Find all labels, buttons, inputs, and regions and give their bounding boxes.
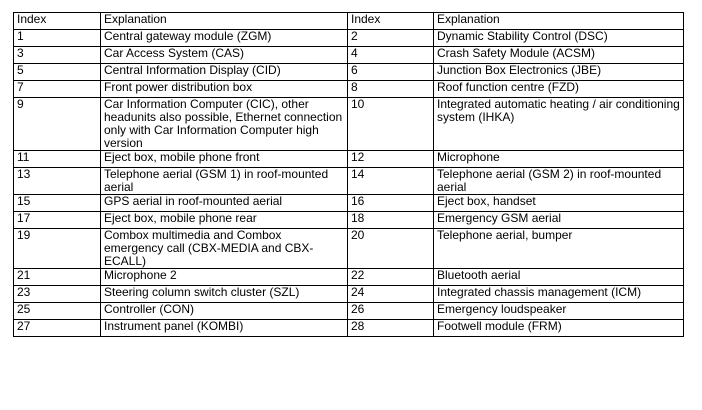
table-row bbox=[14, 286, 684, 303]
explanation-cell: Footwell module (FRM) bbox=[434, 320, 684, 337]
header-index-1: Index bbox=[14, 13, 101, 30]
index-cell: 6 bbox=[348, 64, 434, 81]
explanation-cell: Microphone 2 bbox=[101, 269, 348, 286]
index-cell: 8 bbox=[348, 81, 434, 98]
explanation-cell: Car Access System (CAS) bbox=[101, 47, 348, 64]
table-header-row bbox=[14, 13, 684, 30]
explanation-cell: Microphone bbox=[434, 151, 684, 168]
table-row bbox=[14, 229, 684, 269]
explanation-cell: Roof function centre (FZD) bbox=[434, 81, 684, 98]
explanation-cell: Combox multimedia and Combox emergency call (CBX-MEDIA and CBX-ECALL) bbox=[101, 229, 348, 269]
table-row bbox=[14, 98, 684, 151]
index-cell: 17 bbox=[14, 212, 101, 229]
table-row bbox=[14, 303, 684, 320]
index-cell: 21 bbox=[14, 269, 101, 286]
explanation-cell: Bluetooth aerial bbox=[434, 269, 684, 286]
index-cell: 9 bbox=[14, 98, 101, 151]
header-index-2: Index bbox=[348, 13, 434, 30]
index-cell: 14 bbox=[348, 168, 434, 195]
table-row bbox=[14, 269, 684, 286]
index-cell: 26 bbox=[348, 303, 434, 320]
explanation-cell: Integrated chassis management (ICM) bbox=[434, 286, 684, 303]
explanation-cell: Central gateway module (ZGM) bbox=[101, 30, 348, 47]
explanation-cell: Telephone aerial (GSM 2) in roof-mounted aerial bbox=[434, 168, 684, 195]
header-explanation-1: Explanation bbox=[101, 13, 348, 30]
explanation-cell: Integrated automatic heating / air conditioning system (IHKA) bbox=[434, 98, 684, 151]
index-cell: 15 bbox=[14, 195, 101, 212]
explanation-cell: Junction Box Electronics (JBE) bbox=[434, 64, 684, 81]
index-cell: 2 bbox=[348, 30, 434, 47]
explanation-cell: Eject box, handset bbox=[434, 195, 684, 212]
explanation-cell: Eject box, mobile phone rear bbox=[101, 212, 348, 229]
index-cell: 24 bbox=[348, 286, 434, 303]
explanation-cell: Car Information Computer (CIC), other headunits also possible, Ethernet connection only with Car Information Computer high version bbox=[101, 98, 348, 151]
explanation-cell: Steering column switch cluster (SZL) bbox=[101, 286, 348, 303]
index-cell: 12 bbox=[348, 151, 434, 168]
index-cell: 22 bbox=[348, 269, 434, 286]
index-cell: 19 bbox=[14, 229, 101, 269]
explanation-cell: Emergency loudspeaker bbox=[434, 303, 684, 320]
index-cell: 28 bbox=[348, 320, 434, 337]
table-row bbox=[14, 30, 684, 47]
index-cell: 5 bbox=[14, 64, 101, 81]
index-cell: 1 bbox=[14, 30, 101, 47]
explanation-cell: Controller (CON) bbox=[101, 303, 348, 320]
index-cell: 16 bbox=[348, 195, 434, 212]
table-row bbox=[14, 195, 684, 212]
explanation-cell: Central Information Display (CID) bbox=[101, 64, 348, 81]
explanation-cell: Front power distribution box bbox=[101, 81, 348, 98]
index-cell: 13 bbox=[14, 168, 101, 195]
table-row bbox=[14, 212, 684, 229]
index-cell: 23 bbox=[14, 286, 101, 303]
index-cell: 11 bbox=[14, 151, 101, 168]
table-row bbox=[14, 151, 684, 168]
explanation-cell: Emergency GSM aerial bbox=[434, 212, 684, 229]
table-row bbox=[14, 64, 684, 81]
legend-table bbox=[13, 12, 684, 337]
index-cell: 25 bbox=[14, 303, 101, 320]
index-cell: 20 bbox=[348, 229, 434, 269]
explanation-cell: Instrument panel (KOMBI) bbox=[101, 320, 348, 337]
index-cell: 10 bbox=[348, 98, 434, 151]
explanation-cell: Crash Safety Module (ACSM) bbox=[434, 47, 684, 64]
header-explanation-2: Explanation bbox=[434, 13, 684, 30]
table-row bbox=[14, 81, 684, 98]
explanation-cell: Eject box, mobile phone front bbox=[101, 151, 348, 168]
index-cell: 3 bbox=[14, 47, 101, 64]
index-cell: 7 bbox=[14, 81, 101, 98]
table-row bbox=[14, 320, 684, 337]
explanation-cell: Telephone aerial, bumper bbox=[434, 229, 684, 269]
table-row bbox=[14, 47, 684, 64]
explanation-cell: Dynamic Stability Control (DSC) bbox=[434, 30, 684, 47]
index-cell: 18 bbox=[348, 212, 434, 229]
table-row bbox=[14, 168, 684, 195]
index-cell: 4 bbox=[348, 47, 434, 64]
index-cell: 27 bbox=[14, 320, 101, 337]
explanation-cell: Telephone aerial (GSM 1) in roof-mounted aerial bbox=[101, 168, 348, 195]
explanation-cell: GPS aerial in roof-mounted aerial bbox=[101, 195, 348, 212]
